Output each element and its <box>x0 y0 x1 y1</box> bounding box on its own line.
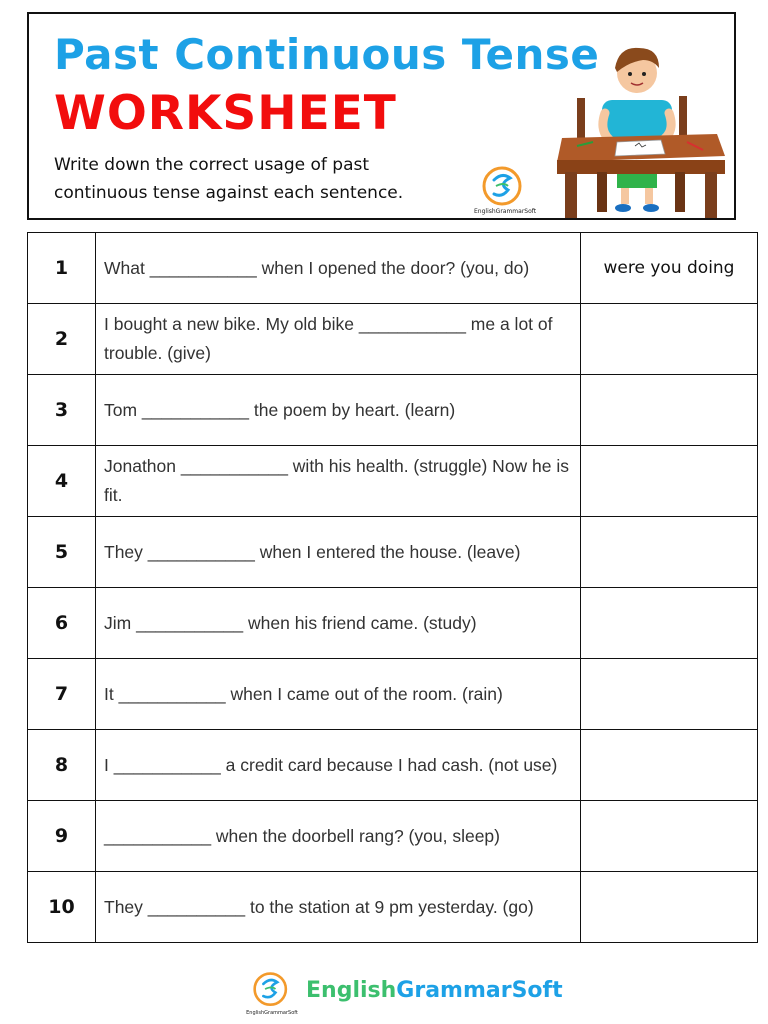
footer-logo-text: EnglishGrammarSoft <box>246 1010 298 1016</box>
row-number: 7 <box>28 659 96 730</box>
table-row <box>28 375 758 446</box>
question-text: It ___________ when I came out of the room. (rain) <box>96 659 581 730</box>
question-text: I bought a new bike. My old bike ___________ me a lot of trouble. (give) <box>96 304 581 375</box>
footer-logo-icon <box>246 968 298 1012</box>
brand-english: English <box>306 978 397 1003</box>
row-number: 4 <box>28 446 96 517</box>
answer-field[interactable] <box>581 517 758 588</box>
table-row <box>28 730 758 801</box>
table-row <box>28 233 758 304</box>
answer-field[interactable]: were you doing <box>581 233 758 304</box>
question-text: Tom ___________ the poem by heart. (learn) <box>96 375 581 446</box>
boy-at-desk-illustration <box>557 38 729 218</box>
question-text: What ___________ when I opened the door? (you, do) <box>96 233 581 304</box>
instructions: Write down the correct usage of past continuous tense against each sentence. <box>54 155 404 203</box>
worksheet-header <box>27 12 736 220</box>
question-text: They __________ to the station at 9 pm yesterday. (go) <box>96 872 581 943</box>
row-number: 5 <box>28 517 96 588</box>
table-row <box>28 659 758 730</box>
answer-field[interactable] <box>581 659 758 730</box>
answer-field[interactable] <box>581 304 758 375</box>
row-number: 9 <box>28 801 96 872</box>
row-number: 10 <box>28 872 96 943</box>
row-number: 6 <box>28 588 96 659</box>
question-text: Jim ___________ when his friend came. (study) <box>96 588 581 659</box>
logo-icon <box>474 166 534 208</box>
worksheet-table <box>27 232 758 943</box>
question-text: They ___________ when I entered the house. (leave) <box>96 517 581 588</box>
table-row <box>28 588 758 659</box>
table-row <box>28 446 758 517</box>
row-number: 8 <box>28 730 96 801</box>
brand-logo <box>474 166 537 218</box>
brand-grammarsoft: GrammarSoft <box>396 978 563 1003</box>
footer-brand-text <box>306 978 563 1003</box>
title-worksheet: WORKSHEET <box>54 86 397 141</box>
title-past-continuous: Past Continuous Tense <box>54 30 600 79</box>
logo-brand-text: EnglishGrammarSoft <box>474 208 537 215</box>
answer-field[interactable] <box>581 872 758 943</box>
answer-field[interactable] <box>581 730 758 801</box>
table-row <box>28 801 758 872</box>
question-text: I ___________ a credit card because I had cash. (not use) <box>96 730 581 801</box>
table-row <box>28 517 758 588</box>
row-number: 3 <box>28 375 96 446</box>
answer-field[interactable] <box>581 801 758 872</box>
answer-field[interactable] <box>581 375 758 446</box>
table-row <box>28 304 758 375</box>
question-text: Jonathon ___________ with his health. (struggle) Now he is fit. <box>96 446 581 517</box>
question-text: ___________ when the doorbell rang? (you, sleep) <box>96 801 581 872</box>
table-row <box>28 872 758 943</box>
row-number: 2 <box>28 304 96 375</box>
row-number: 1 <box>28 233 96 304</box>
answer-field[interactable] <box>581 588 758 659</box>
answer-field[interactable] <box>581 446 758 517</box>
footer-brand <box>246 968 566 1018</box>
